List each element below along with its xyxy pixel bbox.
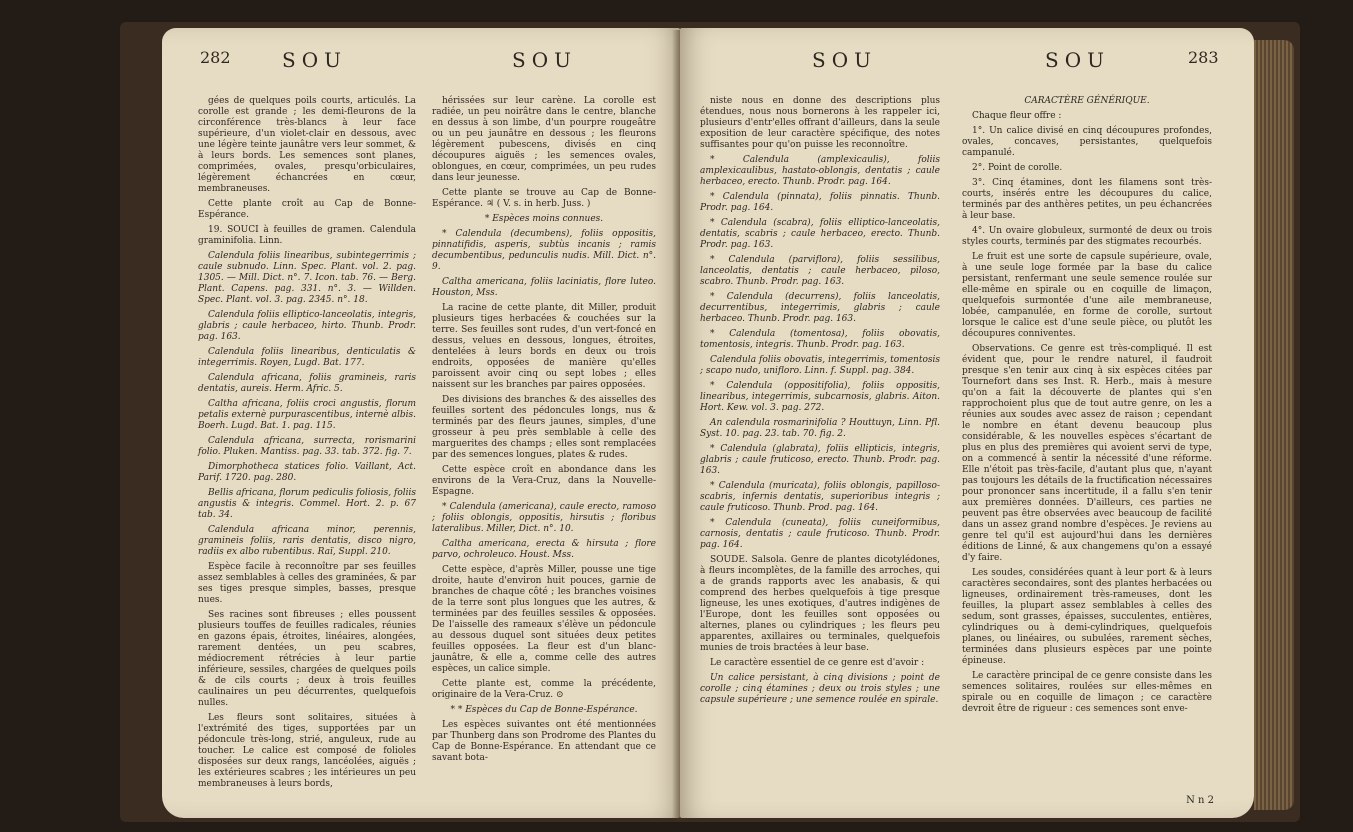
page-edges — [1254, 40, 1294, 810]
paragraph: Caltha americana, erecta & hirsuta ; flore parvo, ochroleuco. Houst. Mss. — [432, 539, 656, 560]
paragraph: La racine de cette plante, dit Miller, produit plusieurs tiges herbacées & couchées sur la terre. Ses feuilles sont rudes, d'un vert-foncé en dessus, velues en dessous, longues, étroites, dentelées à leurs bords en deux ou trois endroits, opposées de manière qu'elles paroissent avoir cinq ou sept lobes ; elles naissent sur les branches par paires opposées. — [432, 303, 656, 390]
paragraph: * Calendula (glabrata), foliis ellipticis, integris, glabris ; caule fruticoso, erecto. Thunb. Prodr. pag. 163. — [700, 444, 940, 476]
paragraph: 4°. Un ovaire globuleux, surmonté de deux ou trois styles courts, terminés par des stigmates recourbés. — [962, 226, 1212, 247]
paragraph: Chaque fleur offre : — [972, 111, 1062, 121]
paragraph: Des divisions des branches & des aisselles des feuilles sortent des pédoncules longs, nus & terminés par des fleurs jaunes, simples, d'une grosseur à peu près semblable à celle des marguerites des champs ; elles sont remplacées par des semences longues, plates & rudes. — [432, 395, 656, 460]
paragraph: Caltha africana, foliis croci angustis, florum petalis externè purpurascentibus, internè albis. Boerh. Lugd. Bat. 1. pag. 115. — [198, 399, 416, 431]
paragraph: Bellis africana, florum pediculis foliosis, foliis angustis & integris. Commel. Hort. 2. p. 67 tab. 34. — [198, 488, 416, 520]
paragraph: Les soudes, considérées quant à leur port & à leurs caractères secondaires, sont des plantes herbacées ou ligneuses, ordinairement très-rameuses, dont les feuilles, la plupart assez semblables à celles des sedum, sont grasses, épaisses, succulentes, entières, cylindriques ou à demi-cylindriques, quelquefois planes, ou linéaires, ou subulées, rarement sèches, terminées dans plusieurs espèces par une pointe épineuse. — [962, 568, 1212, 666]
paragraph: SOUDE. Salsola. Genre de plantes dicotylédones, à fleurs incomplètes, de la famille des arroches, qui a de grands rapports avec les anabasis, & qui comprend des herbes quelquefois à tige presque ligneuse, les unes exotiques, d'autres indigènes de l'Europe, dont les feuilles sont opposées ou alternes, planes ou cylindriques ; les fleurs peu apparentes, axillaires ou terminales, quelquefois munies de trois bractées à leur base. — [700, 555, 940, 653]
page-number: 283 — [1188, 48, 1219, 67]
paragraph: * Calendula (oppositifolia), foliis oppositis, linearibus, integerrimis, subcarnosis, glabris. Aiton. Hort. Kew. vol. 3. pag. 272. — [700, 381, 940, 413]
paragraph: An calendula rosmarinifolia ? Houttuyn, Linn. Pfl. Syst. 10. pag. 23. tab. 70. fig. 2. — [700, 418, 940, 439]
paragraph: Calendula africana, foliis gramineis, raris dentatis, aureis. Herm. Afric. 5. — [198, 373, 416, 394]
paragraph: Calendula foliis linearibus, subintegerrimis ; caule subnudo. Linn. Spec. Plant. vol. 2. pag. 1305. — Mill. Dict. n°. 7. Icon. tab. 76. — Berg. Plant. Capens. pag. 331. n°. 3. — Willden. Spec. Plant. vol. 3. pag. 2345. n°. 18. — [198, 251, 416, 305]
paragraph: gées de quelques poils courts, articulés. La corolle est grande ; les demi-fleurons de la circonférence très-blancs à leur face supérieure, d'un violet-clair en dessous, avec une légère teinte jaunâtre vers leur sommet, & à leurs bords. Les semences sont planes, comprimées, ovales, presqu'orbiculaires, légèrement échancrées en cœur, membraneuses. — [198, 96, 416, 194]
paragraph: CARACTÈRE GÉNÉRIQUE. — [1024, 96, 1150, 106]
paragraph: * * Espèces du Cap de Bonne-Espérance. — [450, 705, 638, 715]
running-header: SOU — [812, 48, 877, 72]
page-number: 282 — [200, 48, 231, 67]
paragraph: * Calendula (scabra), foliis elliptico-lanceolatis, dentatis, scabris ; caule herbaceo, erecto. Thunb. Prodr. pag. 163. — [700, 218, 940, 250]
paragraph: * Calendula (cuneata), foliis cuneiformibus, carnosis, dentatis ; caule fruticoso. Thunb. Prodr. pag. 164. — [700, 518, 940, 550]
paragraph: * Calendula (amplexicaulis), foliis amplexicaulibus, hastato-oblongis, dentatis ; caule herbaceo, erecto. Thunb. Prodr. pag. 164. — [700, 155, 940, 187]
paragraph: Un calice persistant, à cinq divisions ; point de corolle ; cinq étamines ; deux ou trois styles ; une capsule supérieure ; une semence roulée en spirale. — [700, 673, 940, 705]
paragraph: 1°. Un calice divisé en cinq découpures profondes, ovales, concaves, persistantes, quelquefois campanulé. — [962, 126, 1212, 158]
paragraph: Le caractère principal de ce genre consiste dans les semences solitaires, roulées sur elles-mêmes en spirale ou en coquille de limaçon ; ce caractère devroit être de rigueur : ces semences sont enve- — [962, 671, 1212, 714]
paragraph: 3°. Cinq étamines, dont les filamens sont très-courts, insérés entre les découpures du calice, terminés par des anthères petites, un peu échancrées à leur base. — [962, 178, 1212, 221]
running-header-2: SOU — [1045, 48, 1110, 72]
paragraph: Observations. Ce genre est très-compliqué. Il est évident que, pour le rendre naturel, il faudroit presque s'en tenir aux cinq à six espèces citées par Tournefort dans ses Inst. R. Herb., mais à mesure qu'on a fait la découverte de plantes qui s'en rapprochoient plus que de tout autre genre, on les a réunies aux soudes avec assez de raison ; cependant le nombre en étant devenu beaucoup plus considérable, & les nouvelles espèces s'écartant de plus en plus des premières qui avoient servi de type, on a commencé à sentir la nécessité d'une réforme. Elle n'étoit pas très-facile, d'autant plus que, n'ayant pas toujours les détails de la fructification nécessaires pour prononcer sans incertitude, il a fallu s'en tenir aux premières données. D'ailleurs, ces parties ne peuvent pas être observées avec beaucoup de facilité dans un assez grand nombre d'espèces. Je reviens au genre tel qu'il est aujourd'hui dans les dernières éditions de Linné, & aux changemens qu'on a essayé d'y faire. — [962, 344, 1212, 563]
paragraph: Le fruit est une sorte de capsule supérieure, ovale, à une seule loge formée par la base du calice persistant, renfermant une seule semence roulée sur elle-même en spirale ou en coquille de limaçon, quelquefois surmontée d'une aile membraneuse, lobée, campanulée, en forme de corolle, surtout lorsque le calice est d'une seule pièce, ou plutôt les découpures conniventes. — [962, 252, 1212, 339]
paragraph: Calendula africana minor, perennis, gramineis foliis, raris dentatis, disco nigro, radiis ex albo rubentibus. Raï, Suppl. 210. — [198, 525, 416, 557]
paragraph: * Calendula (decumbens), foliis oppositis, pinnatifidis, asperis, subtùs incanis ; ramis decumbentibus, pedunculis nudis. Mill. Dict. n°. 9. — [432, 229, 656, 272]
paragraph: * Espèces moins connues. — [484, 214, 604, 224]
paragraph: Caltha americana, foliis laciniatis, flore luteo. Houston, Mss. — [432, 277, 656, 298]
paragraph: 2°. Point de corolle. — [972, 163, 1063, 173]
column-2 — [962, 96, 1212, 719]
paragraph: Cette plante croît au Cap de Bonne-Espérance. — [198, 199, 416, 220]
paragraph: Les espèces suivantes ont été mentionnées par Thunberg dans son Prodrome des Plantes du Cap de Bonne-Espérance. En attendant que ce savant bota- — [432, 720, 656, 763]
paragraph: 19. SOUCI à feuilles de gramen. Calendula graminifolia. Linn. — [198, 225, 416, 246]
paragraph: Espèce facile à reconnoître par ses feuilles assez semblables à celles des graminées, & par ses tiges presque simples, basses, presque nues. — [198, 562, 416, 605]
paragraph: * Calendula (americana), caule erecto, ramoso ; foliis oblongis, oppositis, hirsutis ; floribus lateralibus. Miller, Dict. n°. 10. — [432, 502, 656, 534]
paragraph: Ses racines sont fibreuses ; elles poussent plusieurs touffes de feuilles radicales, réunies en gazons épais, étroites, linéaires, alongées, rarement dentées, un peu scabres, médiocrement rétrécies à leur partie inférieure, sessiles, chargées de quelques poils & de cils courts ; deux à trois feuilles caulinaires un peu décurrentes, quelquefois nulles. — [198, 610, 416, 708]
paragraph: Cette espèce croît en abondance dans les environs de la Vera-Cruz, dans la Nouvelle-Espagne. — [432, 465, 656, 497]
left-page — [162, 28, 680, 818]
paragraph: * Calendula (parviflora), foliis sessilibus, lanceolatis, dentatis ; caule herbaceo, piloso, scabro. Thunb. Prodr. pag. 163. — [700, 255, 940, 287]
paragraph: Calendula foliis obovatis, integerrimis, tomentosis ; scapo nudo, unifloro. Linn. f. Suppl. pag. 384. — [700, 355, 940, 376]
paragraph: Le caractère essentiel de ce genre est d'avoir : — [710, 658, 925, 668]
running-header: SOU — [282, 48, 347, 72]
paragraph: Calendula foliis elliptico-lanceolatis, integris, glabris ; caule herbaceo, hirto. Thunb. Prodr. pag. 163. — [198, 310, 416, 342]
paragraph: * Calendula (tomentosa), foliis obovatis, tomentosis, integris. Thunb. Prodr. pag. 163. — [700, 329, 940, 350]
signature-mark: N n 2 — [1186, 795, 1214, 806]
paragraph: Cette espèce, d'après Miller, pousse une tige droite, haute d'environ huit pouces, garnie de branches de chaque côté ; les branches voisines de la terre sont plus longues que les autres, & terminées par des feuilles sessiles & opposées. De l'aisselle des rameaux s'élève un pédoncule au dessous duquel sont situées deux petites feuilles opposées. La fleur est d'un blanc-jaunâtre, & elle a, comme celle des autres espèces, un calice simple. — [432, 565, 656, 674]
paragraph: niste nous en donne des descriptions plus étendues, nous nous bornerons à les rappeler ici, plusieurs d'entr'elles offrant d'ailleurs, dans la seule exposition de leur caractère spécifique, des notes suffisantes pour qu'on puisse les reconnoître. — [700, 96, 940, 150]
paragraph: * Calendula (decurrens), foliis lanceolatis, decurrentibus, integerrimis, glabris ; caule herbaceo. Thunb. Prodr. pag. 163. — [700, 292, 940, 324]
paragraph: * Calendula (muricata), foliis oblongis, papilloso-scabris, infernis dentatis, superioribus integris ; caule fruticoso. Thunb. Prod. pag. 164. — [700, 481, 940, 513]
paragraph: Dimorphotheca statices folio. Vaillant, Act. Parif. 1720. pag. 280. — [198, 462, 416, 483]
paragraph: Calendula foliis linearibus, denticulatis & integerrimis. Royen, Lugd. Bat. 177. — [198, 347, 416, 368]
paragraph: hérissées sur leur carène. La corolle est radiée, un peu noirâtre dans le centre, blanche en dessus à son limbe, d'un pourpre rougeâtre ou un peu jaunâtre en dessous ; les fleurons légèrement pubescens, divisés en cinq découpures aiguës ; les semences ovales, oblongues, en cœur, comprimées, un peu rudes dans leur jeunesse. — [432, 96, 656, 183]
paragraph: Cette plante est, comme la précédente, originaire de la Vera-Cruz. ⊙ — [432, 679, 656, 700]
paragraph: Cette plante se trouve au Cap de Bonne-Espérance. ♃ ( V. s. in herb. Juss. ) — [432, 188, 656, 209]
paragraph: * Calendula (pinnata), foliis pinnatis. Thunb. Prodr. pag. 164. — [700, 192, 940, 213]
paragraph: Calendula africana, surrecta, rorismarini folio. Pluken. Mantiss. pag. 33. tab. 372. fig. 7. — [198, 436, 416, 457]
column-1 — [700, 96, 940, 710]
column-2 — [432, 96, 656, 768]
running-header-2: SOU — [512, 48, 577, 72]
paragraph: Les fleurs sont solitaires, situées à l'extrémité des tiges, supportées par un pédoncule très-long, strié, anguleux, rude au toucher. Le calice est composé de folioles disposées sur deux rangs, lancéolées, aiguës ; les extérieures scabres ; les intérieures un peu membraneuses à leurs bords, — [198, 713, 416, 789]
column-1 — [198, 96, 416, 794]
right-page — [680, 28, 1254, 818]
